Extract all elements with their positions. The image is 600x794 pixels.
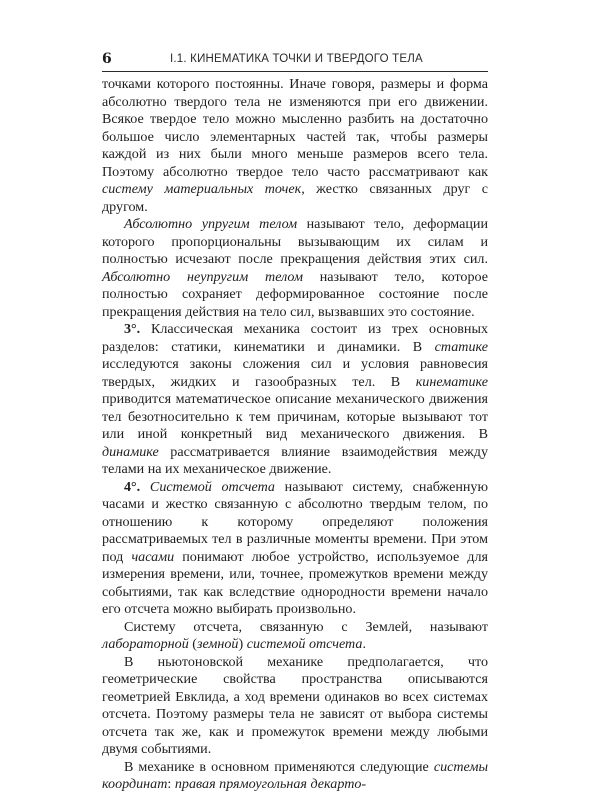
body-text (102, 76, 488, 794)
term-reference-frame: системой отсчета (246, 636, 363, 652)
term-elastic-body: Абсолютно упругим телом (124, 216, 298, 232)
section-number-3: 3°. (124, 321, 141, 337)
page-header (102, 49, 488, 72)
term-coordinate-systems: системы координат (102, 758, 488, 792)
running-head: I.1. КИНЕМАТИКА ТОЧКИ И ТВЕРДОГО ТЕЛА (170, 53, 423, 65)
page-number: 6 (102, 51, 112, 67)
term-statics: статике (434, 338, 488, 355)
paragraph-newtonian: В ньютоновской механике предполагается, что геометрические свойства пространства описываются геометрией Евклида, а ход времени одинаков во всех системах отсчета. Поэтому размеры тела не зависят от выбора системы отсчета так же, как и промежуток времени между любыми двумя событиями. (102, 653, 488, 757)
term-reference-system: Системой отсчета (149, 478, 275, 495)
term-kinematics: кинематике (415, 373, 488, 390)
term-material-points: систему материальных точек (102, 181, 302, 197)
term-laboratory: лабораторной (102, 636, 189, 652)
paragraph-lab-frame: Систему отсчета, связанную с Землей, называют лабораторной (земной) системой отсчета. (102, 618, 488, 652)
paragraph-elastic-bodies: Абсолютно упругим телом называют тело, деформации которого пропорциональны вызывающим их силам и полностью исчезают после прекращения действия этих сил. Абсолютно неупругим телом называют тело, которое полностью сохраняет деформированное состояние после прекращения действия на тело сил, вызвавших это состояние. (102, 216, 488, 320)
term-earth: земной (196, 636, 239, 652)
section-number-4: 4°. (124, 478, 141, 495)
paragraph-continuation: точками которого постоянны. Иначе говоря, размеры и форма абсолютно твердого тела не изменяются при его движении. Всякое твердое тело можно мысленно разбить на достаточно большое число элементарных частей так, чтобы размеры каждой из них были много меньше размеров всего тела. Поэтому абсолютно твердое тело часто рассматривают как систему материальных точек, жестко связанных друг с другом. (102, 76, 488, 215)
paragraph-coordinate-systems: В механике в основном применяются следующие системы координат: правая прямоугольная декарто- (102, 758, 488, 792)
paragraph-section-3: 3°. Классическая механика состоит из трех основных разделов: статики, кинематики и динамики. В статике исследуются законы сложения сил и условия равновесия твердых, жидких и газообразных тел. В кинематике приводится математическое описание механического движения тел безотносительно к тем причинам, которые вызывают тот или иной конкретный вид механического движения. В динамике рассматривается влияние взаимодействия между телами на их механическое движение. (102, 321, 488, 477)
term-inelastic-body: Абсолютно неупругим телом (102, 268, 303, 285)
term-cartesian: правая прямоугольная декарто- (174, 776, 367, 792)
term-dynamics: динамике (102, 443, 159, 460)
paragraph-section-4: 4°. Системой отсчета называют систему, снабженную часами и жестко связанную с абсолютно твердым телом, по отношению к которому определяют положения рассматриваемых тел в различные моменты времени. При этом под часами понимают любое устройство, используемое для измерения времени, или, точнее, промежутков времени между событиями, так как вследствие однородности времени начало его отсчета можно выбирать произвольно. (102, 478, 488, 617)
term-clock: часами (131, 548, 175, 565)
